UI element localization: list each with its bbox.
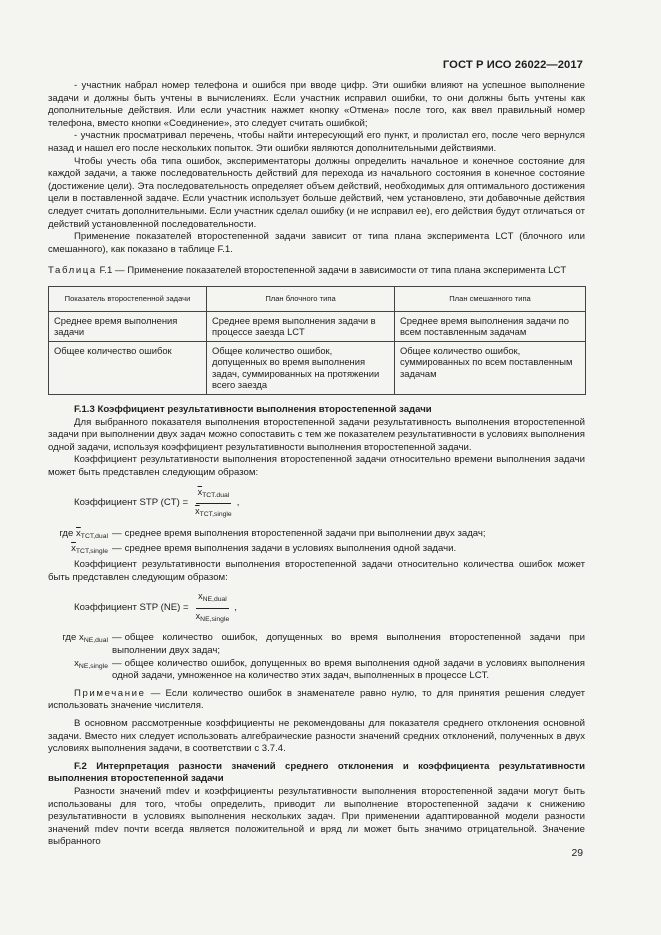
table-row	[49, 311, 586, 341]
table-cell: Общее количество ошибок	[49, 341, 207, 394]
formula-definitions-ne: где $x_{NE,dual}$ — общее количество ошибок, допущенных во время выполнения второстепенной задачи при выполнении двух задач; $x_{NE,single}$ — общее количество ошибок, допущенных во время выполнения одной задачи в условиях выполнения одной задачи, умноженное на количество этих задач, выполненных в процессе LCT.	[62, 632, 585, 682]
table-cell: Общее количество ошибок, допущенных во время выполнения задач, суммированных на протяжении всего заезда	[207, 341, 395, 394]
formula-fraction: $\frac{x_{NE,dual}}{x_{NE,single}}$	[195, 591, 230, 623]
note-text: — Если количество ошибок в знаменателе равно нулю, то для принятия решения следует использовать значение числителя.	[48, 687, 585, 712]
table-header-cell: Показатель второстепенной задачи	[49, 286, 207, 311]
section-heading-f13: F.1.3 Коэффициент результативности выполнения второстепенной задачи	[74, 404, 432, 416]
table-caption	[48, 265, 585, 278]
document-body	[48, 80, 585, 849]
formula-lhs: Коэффициент STP (NE) =	[74, 601, 189, 613]
paragraph-table-reference: Применение показателей второстепенной задачи зависит от типа плана эксперимента LCT (блочного или смешанного), как показано в таблице F.1.	[48, 231, 585, 255]
table-header-cell: План блочного типа	[207, 286, 395, 311]
formula-lhs: Коэффициент STP (CT) =	[74, 497, 189, 509]
document-standard-id: ГОСТ Р ИСО 26022—2017	[442, 59, 583, 71]
paragraph-f2-intro: Разности значений mdev и коэффициенты результативности выполнения второстепенной задачи могут быть использованы для того, чтобы определить, приводит ли выполнение второстепенной задачи к снижению результативности в условиях выполнения нескольких задач. При применении адаптированной модели разности значений mdev почти всегда является положительной и вряд ли может быть значимо отрицательной. Значение выбранного	[48, 785, 585, 848]
table-caption-text: F.1 — Применение показателей второстепенной задачи в зависимости от типа плана эксперимента LCT	[99, 265, 567, 277]
comparison-table	[48, 286, 586, 395]
paragraph-f13-time: Коэффициент результативности выполнения второстепенной задачи относительно времени выполнения задачи может быть представлен следующим образом:	[48, 454, 585, 479]
paragraph-f13-recommendation: В основном рассмотренные коэффициенты не рекомендованы для показателя среднего отклонения основной задачи. Вместо них следует использовать алгебраические разности значений средних отклонений, полученных в двух условиях выполнения задачи, в соответствии с 3.7.4.	[48, 717, 585, 755]
table-caption-label: Таблица	[48, 265, 97, 277]
section-heading-f2: F.2 Интерпретация разности значений среднего отклонения и коэффициента результативности выполнения второстепенной задачи	[48, 760, 585, 785]
table-cell: Общее количество ошибок, суммированных по всем поставленным задачам	[395, 341, 586, 394]
formula-stp-ct: Коэффициент STP (CT) = $\frac{\overline{x}_{TCT.dual}}{\overline{x}_{TCT,single}}$ ,	[74, 486, 585, 522]
table-header-row	[49, 286, 586, 311]
table-cell: Среднее время выполнения задачи по всем поставленным задачам	[395, 311, 586, 341]
paragraph-f13-errors: Коэффициент результативности выполнения второстепенной задачи относительно количества ошибок может быть представлен следующим образом:	[48, 559, 585, 583]
table-cell: Среднее время выполнения задачи в процессе заезда LCT	[207, 311, 395, 341]
table-cell: Среднее время выполнения задачи	[49, 311, 207, 341]
formula-definitions-ct: где $\overline{x}_{TCT,dual}$ — среднее время выполнения второстепенной задачи при выполнении двух задач; $\overline{x}_{TCT,single}$ — среднее время выполнения задачи в условиях выполнения одной задачи.	[59, 527, 486, 556]
table-row	[49, 341, 586, 394]
formula-stp-ne: Коэффициент STP (NE) = $\frac{x_{NE,dual}}{x_{NE,single}}$ ,	[74, 590, 585, 626]
note-label: Примечание	[74, 687, 146, 699]
page-number: 29	[571, 848, 583, 859]
paragraph-list-item-1: - участник набрал номер телефона и ошибся при вводе цифр. Эти ошибки влияют на успешное выполнение задачи и должны быть учтены в вычислениях. Если участник исправил ошибки, то они должны быть учтены как дополнительные действия. Или если участник нажмет кнопку «Отмена» после того, как ввел правильный номер телефона, вместо кнопки «Соединение», это следует считать ошибкой;	[48, 80, 585, 129]
table-header-cell: План смешанного типа	[395, 286, 586, 311]
note	[48, 688, 585, 713]
paragraph-f13-intro: Для выбранного показателя выполнения второстепенной задачи результативность выполнения второстепенной задачи при выполнении двух задач можно сопоставить с тем же показателем результативности в условиях выполнения одной задачи, используя коэффициент результативности выполнения второстепенной задачи.	[48, 416, 585, 453]
formula-fraction: $\frac{\overline{x}_{TCT.dual}}{\overline{x}_{TCT,single}}$	[195, 486, 232, 519]
paragraph-list-item-2: - участник просматривал перечень, чтобы найти интересующий его пункт, и пролистал его, после чего вернулся назад и нашел его после нескольких попыток. Эти ошибки являются дополнительными действиями.	[48, 130, 585, 154]
paragraph-error-types: Чтобы учесть оба типа ошибок, экспериментаторы должны определить начальное и конечное состояние для каждой задачи, а также последовательность действий для перехода из начального состояния в конечное состояние (достижение цели). Эта последовательность определяет объем действий, необходимых для оптимального достижения цели в поставленной задаче. Если участник использует больше действий, чем установлено, эти добавочные действия следует считать дополнительными. Если участник сделал ошибку (и не исправил ее), его действия будут отличаться от действий установленной последовательности.	[48, 155, 585, 230]
